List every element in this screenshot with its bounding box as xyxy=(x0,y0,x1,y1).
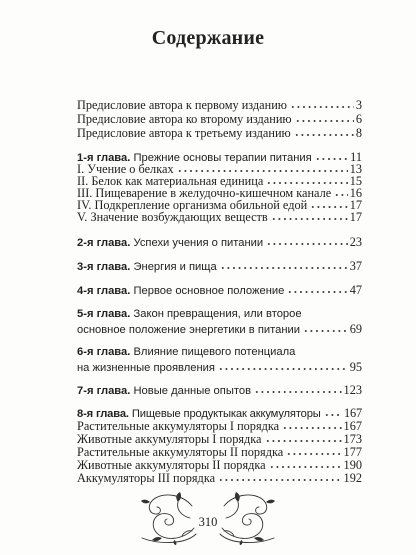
toc-section-entry xyxy=(77,445,362,459)
chapter-number: 1-я глава. xyxy=(77,152,131,164)
toc-page-number: 123 xyxy=(343,383,362,397)
dot-leader xyxy=(310,205,348,209)
chapter-title: Успехи учения о питании xyxy=(133,237,264,249)
toc-chapter-entry xyxy=(77,406,362,420)
dot-leader xyxy=(315,157,348,161)
dot-leader xyxy=(218,478,341,482)
page-title: Содержание xyxy=(151,27,265,49)
toc-section-entry xyxy=(77,419,362,433)
toc-page-number: 192 xyxy=(343,471,362,485)
toc-page-number: 11 xyxy=(350,150,362,164)
toc-page-number: 173 xyxy=(343,432,362,446)
chapter-title: Энергия и пища xyxy=(133,261,217,273)
chapter-number: 4-я глава. xyxy=(77,285,131,297)
chapter-number: 3-я глава. xyxy=(77,261,131,273)
chapter-number: 6-я глава. xyxy=(77,346,131,358)
toc-page-number: 167 xyxy=(344,406,362,420)
toc-page-number: 167 xyxy=(343,419,362,433)
dot-leader xyxy=(266,181,347,185)
chapter-title: на жизненные проявления xyxy=(77,362,215,374)
toc-page-number: 15 xyxy=(349,174,362,188)
toc-chapter-entry xyxy=(77,259,362,273)
toc-chapter-entry xyxy=(77,283,362,297)
dot-leader xyxy=(334,193,348,197)
toc-chapter-entry xyxy=(77,383,362,397)
chapter-title: Закон превращения, или второе xyxy=(133,308,302,320)
chapter-title: Влияние пищевого потенциала xyxy=(133,346,296,358)
dot-leader xyxy=(218,367,348,371)
dot-leader xyxy=(271,217,348,221)
chapter-title: Новые данные опытов xyxy=(133,385,252,397)
chapter-title: Прежние основы терапии питания xyxy=(133,152,312,164)
toc-page-number: 13 xyxy=(349,162,362,176)
toc-entry-label: Предисловие автора ко второму изданию xyxy=(77,112,292,126)
chapter-title: основное положение энергетики в питании xyxy=(77,324,301,336)
toc-entry-label: II. Белок как материальная единица xyxy=(77,174,264,188)
toc-section-entry xyxy=(77,432,362,446)
dot-leader xyxy=(282,426,341,430)
toc-entry-label: I. Учение о белках xyxy=(77,162,174,176)
dot-leader xyxy=(269,465,342,469)
ornament-right-half-icon xyxy=(220,495,274,543)
toc-page-number: 23 xyxy=(349,235,362,249)
toc-section-entry xyxy=(77,471,362,485)
toc-entry-label: III. Пищеварение в желудочно-кишечном канале xyxy=(77,186,332,200)
toc-entry-label: Растительные аккумуляторы I порядка xyxy=(77,419,280,433)
toc-page-number: 17 xyxy=(349,198,362,212)
page-number: 310 xyxy=(198,515,218,529)
dot-leader xyxy=(266,242,348,246)
chapter-title: Первое основное положение xyxy=(133,285,285,297)
ornament-left-leaves-icon xyxy=(141,492,181,545)
chapter-number: 5-я глава. xyxy=(77,308,131,320)
chapter-title: Пищевые продуктыкак аккумуляторы xyxy=(131,408,321,420)
toc-chapter-entry-continued xyxy=(77,360,362,374)
toc-section-entry xyxy=(77,458,362,472)
toc-preface-entry xyxy=(77,126,362,140)
toc-page-number: 190 xyxy=(343,458,362,472)
toc-entry-label: Предисловие автора к первому изданию xyxy=(77,98,287,112)
toc-entry-label: Животные аккумуляторы I порядка xyxy=(77,432,262,446)
dot-leader xyxy=(220,266,348,270)
toc-preface-entry xyxy=(77,98,362,112)
toc-entry-label xyxy=(77,260,217,274)
toc-entry-label: Животные аккумуляторы II порядка xyxy=(77,458,266,472)
dot-leader xyxy=(324,413,342,417)
dot-leader xyxy=(254,390,342,394)
dot-leader xyxy=(287,290,347,294)
toc-page-number: 16 xyxy=(349,186,362,200)
toc-chapter-entry-continued xyxy=(77,322,362,336)
toc-entry-label: Растительные аккумуляторы II порядка xyxy=(77,445,284,459)
dot-leader xyxy=(295,119,354,123)
toc-entry-label: IV. Подкрепление организма обильной едой xyxy=(77,198,308,212)
toc-entry-label xyxy=(77,236,263,250)
toc-page-number: 37 xyxy=(349,259,362,273)
toc-page-number: 177 xyxy=(343,445,362,459)
table-of-contents xyxy=(77,0,362,555)
dot-leader xyxy=(286,452,341,456)
dot-leader xyxy=(303,329,348,333)
ornament-right-leaves-icon xyxy=(235,492,275,545)
toc-page-number: 17 xyxy=(349,210,362,224)
toc-entry-label xyxy=(77,307,302,321)
toc-entry-label xyxy=(77,284,284,298)
toc-entry-label xyxy=(77,384,251,398)
chapter-number: 8-я глава. xyxy=(77,408,129,420)
toc-chapter-entry xyxy=(77,307,362,321)
toc-chapter-entry xyxy=(77,235,362,249)
toc-section-entry xyxy=(77,210,362,224)
dot-leader xyxy=(177,169,348,173)
toc-chapter-entry xyxy=(77,345,362,359)
toc-entry-label: Предисловие автора к третьему изданию xyxy=(77,126,291,140)
toc-page-number: 3 xyxy=(355,98,362,112)
toc-preface-entry xyxy=(77,112,362,126)
dot-leader xyxy=(265,439,342,443)
toc-page-number: 6 xyxy=(355,112,362,126)
chapter-number: 7-я глава. xyxy=(77,385,131,397)
toc-page-number: 8 xyxy=(355,126,362,140)
toc-entry-label: V. Значение возбуждающих веществ xyxy=(77,210,268,224)
toc-entry-label xyxy=(77,345,295,359)
dot-leader xyxy=(294,133,354,137)
toc-page-number: 47 xyxy=(349,283,362,297)
toc-page-number: 95 xyxy=(349,360,362,374)
dot-leader xyxy=(290,105,354,109)
toc-page-number: 69 xyxy=(349,322,362,336)
toc-entry-label: Аккумуляторы III порядка xyxy=(77,471,216,485)
chapter-number: 2-я глава. xyxy=(77,237,131,249)
